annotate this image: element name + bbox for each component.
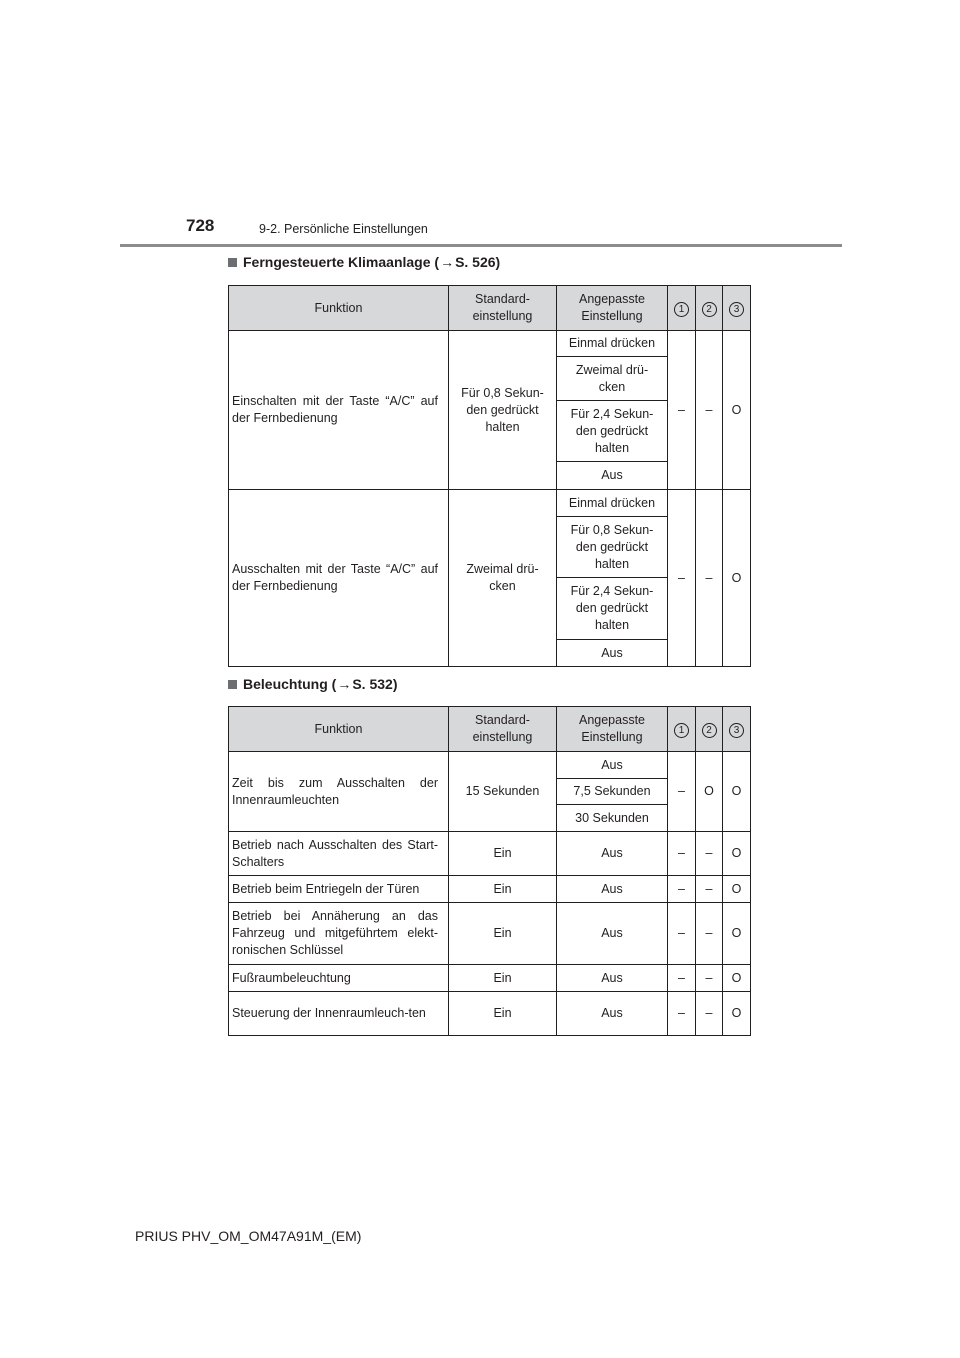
funktion-cell: Einschalten mit der Taste “A/C” auf der Fernbedienung: [229, 331, 449, 490]
table-klimaanlage: [228, 285, 751, 667]
option-cell: Aus: [557, 462, 668, 490]
header-angepasste: Angepasste Einstellung: [557, 286, 668, 331]
section-page-ref: S. 532): [352, 676, 398, 692]
col1-cell: –: [668, 876, 696, 903]
col3-cell: O: [723, 752, 751, 832]
standard-cell: Ein: [449, 965, 557, 992]
header-standard: Standard- einstellung: [449, 286, 557, 331]
arrow-right-icon: →: [440, 254, 455, 270]
col2-cell: –: [696, 903, 723, 965]
col1-cell: –: [668, 965, 696, 992]
table-row: [229, 832, 751, 876]
header-col-1: [668, 286, 696, 331]
circled-2-icon: 2: [702, 723, 717, 738]
col3-cell: O: [723, 876, 751, 903]
col1-cell: –: [668, 752, 696, 832]
page-number: 728: [186, 216, 215, 235]
header-funktion: Funktion: [229, 286, 449, 331]
header-col-2: [696, 707, 723, 752]
funktion-cell: Betrieb nach Ausschalten des Start-Schalters: [229, 832, 449, 876]
funktion-cell: Betrieb beim Entriegeln der Türen: [229, 876, 449, 903]
col2-cell: O: [696, 752, 723, 832]
option-cell: Einmal drücken: [557, 331, 668, 357]
section-title-klimaanlage: [228, 254, 500, 270]
option-cell: 30 Sekunden: [557, 805, 668, 832]
header-col-1: [668, 707, 696, 752]
col3-cell: O: [723, 331, 751, 490]
option-cell: Aus: [557, 992, 668, 1036]
col1-cell: –: [668, 903, 696, 965]
col3-cell: O: [723, 992, 751, 1036]
option-cell: Aus: [557, 640, 668, 667]
header-standard: Standard- einstellung: [449, 707, 557, 752]
standard-cell: Für 0,8 Sekun- den gedrückt halten: [449, 331, 557, 490]
table-row: [229, 965, 751, 992]
section-title-text: Beleuchtung (: [243, 676, 337, 692]
header-col-3: [723, 707, 751, 752]
option-cell: Für 2,4 Sekun- den gedrückt halten: [557, 578, 668, 640]
option-cell: Aus: [557, 965, 668, 992]
col2-cell: –: [696, 490, 723, 667]
col1-cell: –: [668, 992, 696, 1036]
standard-cell: Ein: [449, 903, 557, 965]
col2-cell: –: [696, 992, 723, 1036]
table-row: [229, 876, 751, 903]
header-rule: [120, 244, 842, 247]
col2-cell: –: [696, 331, 723, 490]
col1-cell: –: [668, 832, 696, 876]
footer-document-id: PRIUS PHV_OM_OM47A91M_(EM): [135, 1228, 362, 1244]
col3-cell: O: [723, 965, 751, 992]
option-cell: Aus: [557, 876, 668, 903]
circled-2-icon: 2: [702, 302, 717, 317]
standard-cell: Ein: [449, 832, 557, 876]
option-cell: Aus: [557, 832, 668, 876]
standard-cell: Ein: [449, 992, 557, 1036]
col3-cell: O: [723, 832, 751, 876]
option-cell: Für 2,4 Sekun- den gedrückt halten: [557, 401, 668, 462]
circled-1-icon: 1: [674, 723, 689, 738]
section-bullet-icon: [228, 258, 237, 267]
funktion-cell: Steuerung der Innenraumleuch-ten: [229, 992, 449, 1036]
option-cell: Aus: [557, 752, 668, 779]
funktion-cell: Fußraumbeleuchtung: [229, 965, 449, 992]
header-angepasste: Angepasste Einstellung: [557, 707, 668, 752]
section-title-text: Ferngesteuerte Klimaanlage (: [243, 254, 440, 270]
standard-cell: Ein: [449, 876, 557, 903]
option-cell: Aus: [557, 903, 668, 965]
option-cell: Zweimal drü- cken: [557, 357, 668, 401]
circled-3-icon: 3: [729, 302, 744, 317]
funktion-cell: Betrieb bei Annäherung an das Fahrzeug und mitgeführtem elekt-ronischen Schlüssel: [229, 903, 449, 965]
circled-3-icon: 3: [729, 723, 744, 738]
section-page-ref: S. 526): [455, 254, 501, 270]
standard-cell: 15 Sekunden: [449, 752, 557, 832]
funktion-cell: Ausschalten mit der Taste “A/C” auf der Fernbedienung: [229, 490, 449, 667]
arrow-right-icon: →: [337, 676, 352, 692]
circled-1-icon: 1: [674, 302, 689, 317]
col2-cell: –: [696, 876, 723, 903]
funktion-cell: Zeit bis zum Ausschalten der Innenraumleuchten: [229, 752, 449, 832]
col1-cell: –: [668, 490, 696, 667]
table-beleuchtung: [228, 706, 751, 1036]
table-row: [229, 992, 751, 1036]
option-cell: Für 0,8 Sekun- den gedrückt halten: [557, 517, 668, 578]
table-row: [229, 903, 751, 965]
header-funktion: Funktion: [229, 707, 449, 752]
option-cell: Einmal drücken: [557, 490, 668, 517]
option-cell: 7,5 Sekunden: [557, 779, 668, 805]
section-bullet-icon: [228, 680, 237, 689]
header-col-2: [696, 286, 723, 331]
section-title-beleuchtung: [228, 676, 397, 692]
standard-cell: Zweimal drü- cken: [449, 490, 557, 667]
header-col-3: [723, 286, 751, 331]
col3-cell: O: [723, 903, 751, 965]
chapter-title: 9-2. Persönliche Einstellungen: [259, 222, 428, 236]
col2-cell: –: [696, 965, 723, 992]
col3-cell: O: [723, 490, 751, 667]
col1-cell: –: [668, 331, 696, 490]
col2-cell: –: [696, 832, 723, 876]
